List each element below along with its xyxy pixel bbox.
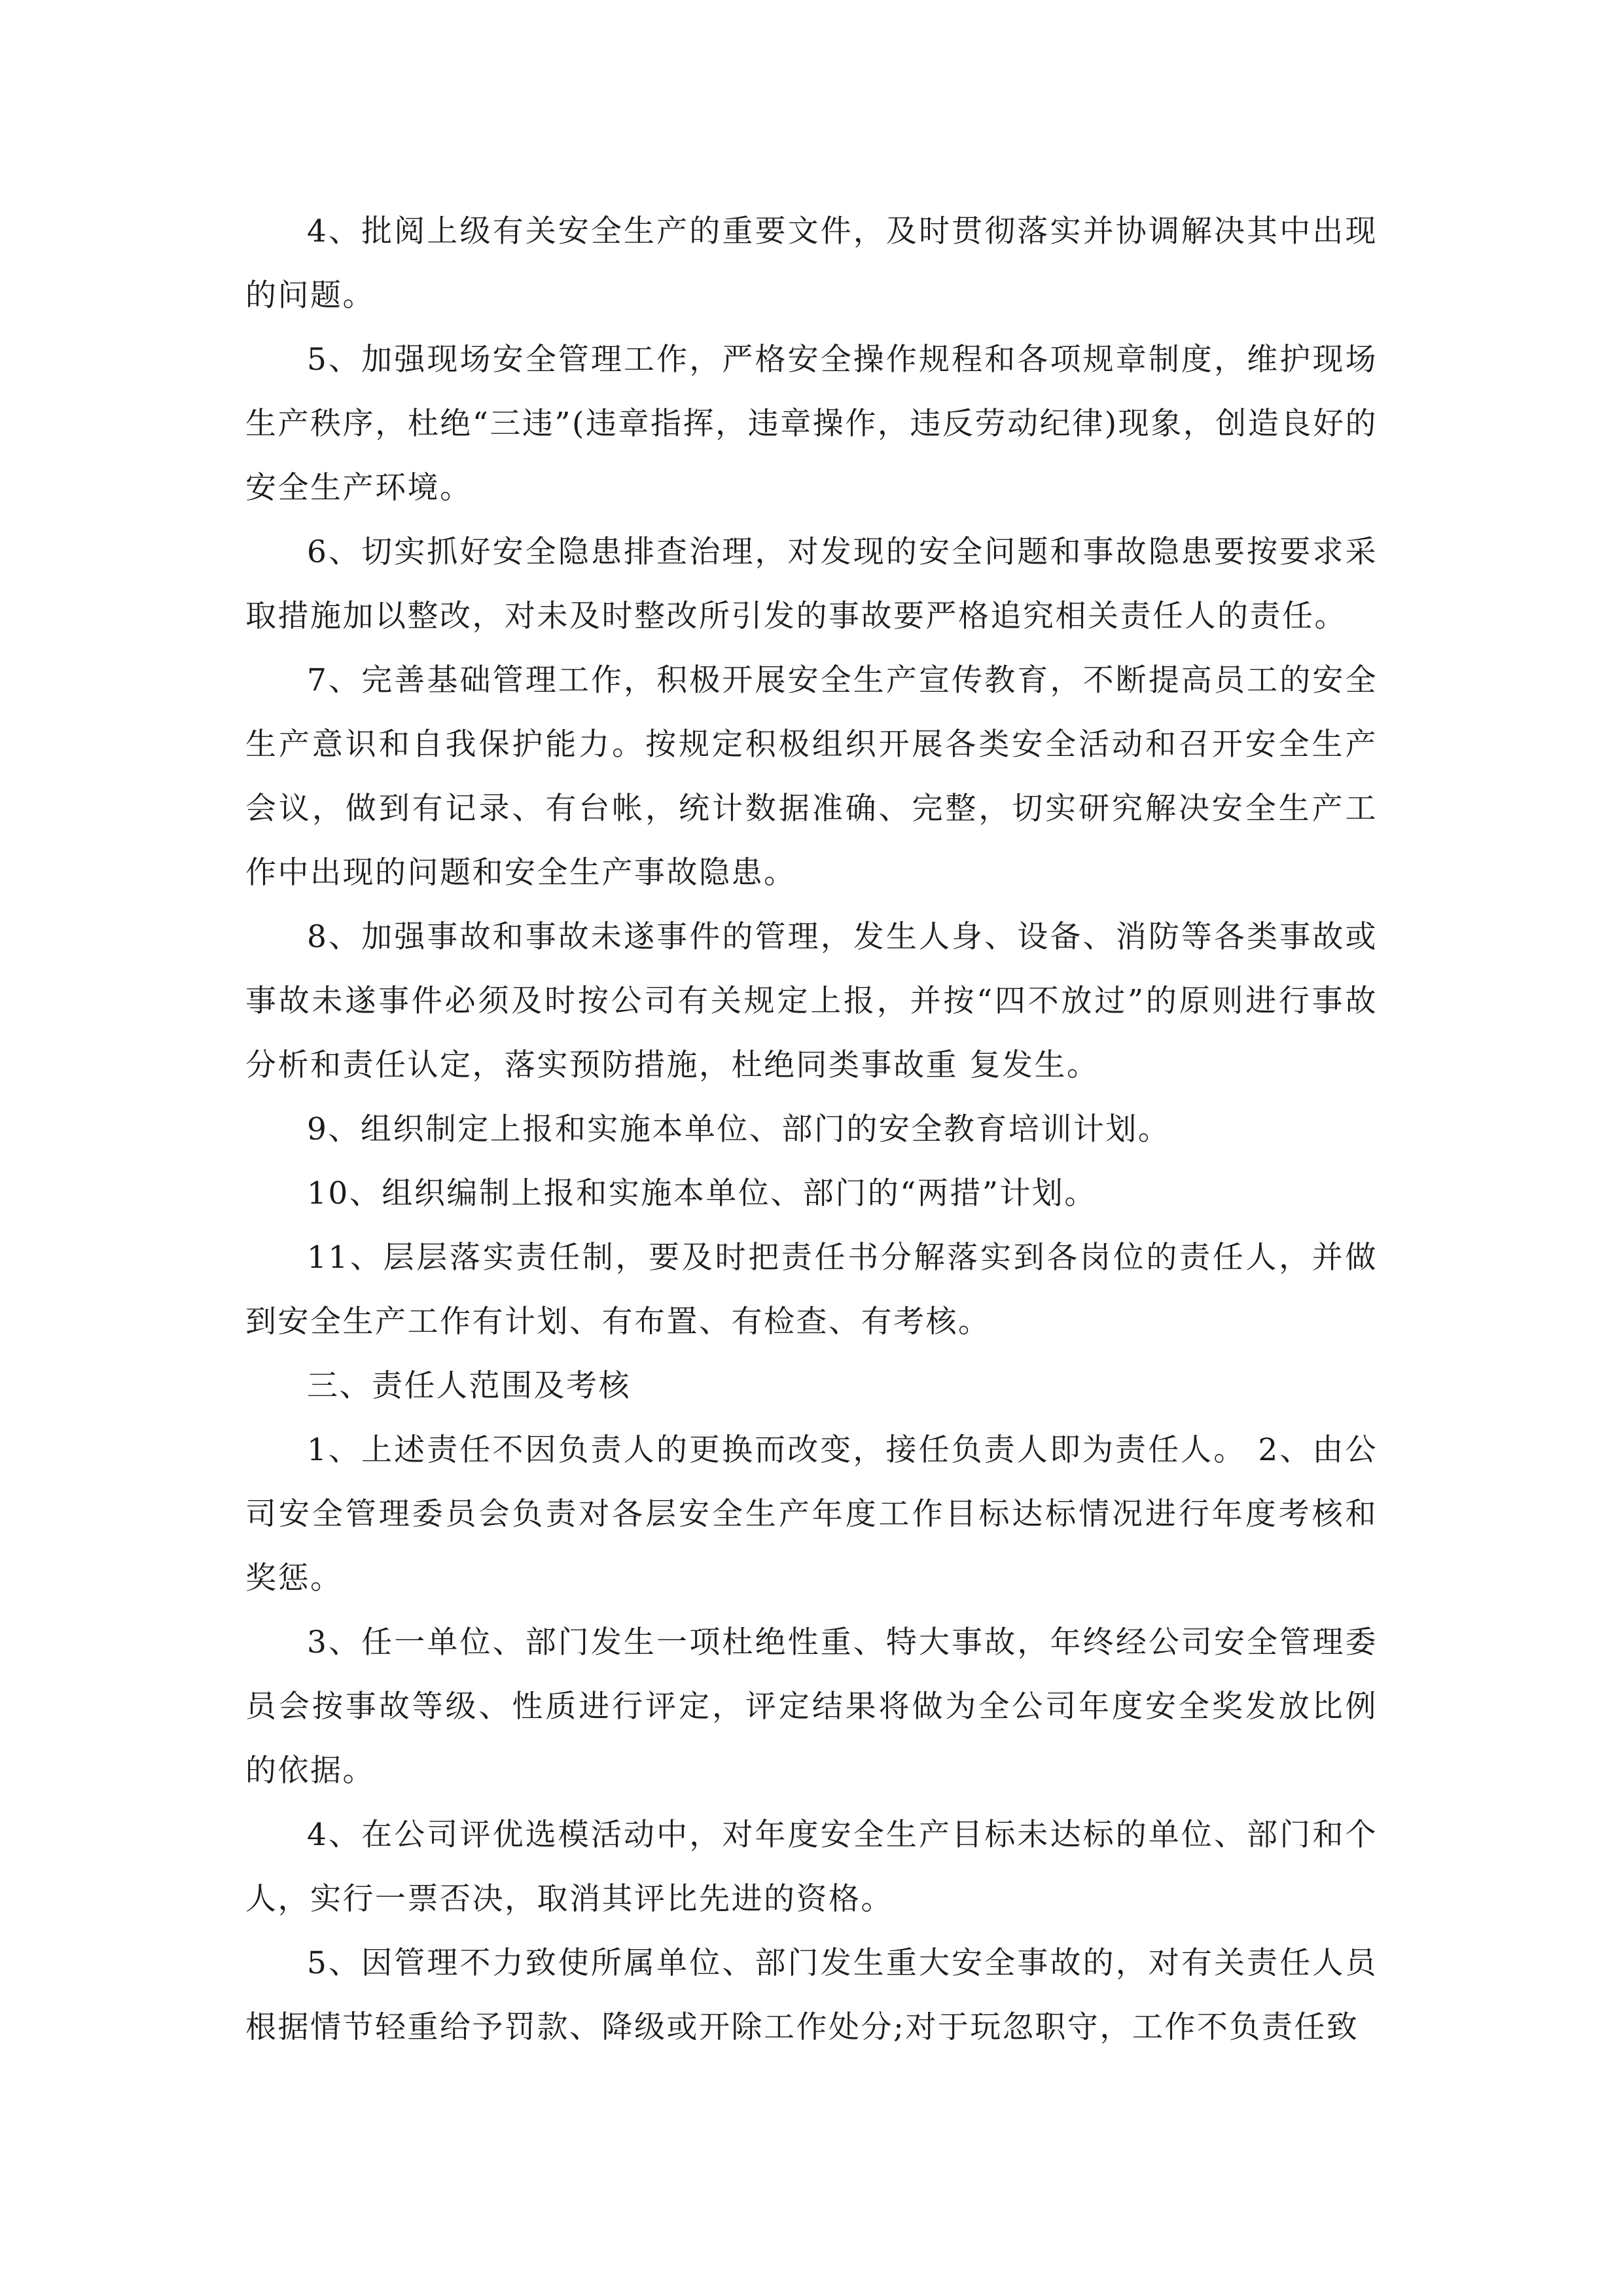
paragraph-item-11-responsibility-system: 11、层层落实责任制，要及时把责任书分解落实到各岗位的责任人，并做到安全生产工作有计划、有布置、有检查、有考核。 — [245, 1240, 1378, 1340]
paragraph-assessment-3: 3、任一单位、部门发生一项杜绝性重、特大事故，年终经公司安全管理委员会按事故等级、性质进行评定，评定结果将做为全公司年度安全奖发放比例的依据。 — [245, 1624, 1378, 1789]
paragraph-item-8-accident-management: 8、加强事故和事故未遂事件的管理，发生人身、设备、消防等各类事故或事故未遂事件必须及时按公司有关规定上报，并按“四不放过”的原则进行事故分析和责任认定，落实预防措施，杜绝同类事故重 复发生。 — [245, 919, 1378, 1083]
paragraph-assessment-1-2: 1、上述责任不因负责人的更换而改变，接任负责人即为责任人。 2、由公司安全管理委员会负责对各层安全生产年度工作目标达标情况进行年度考核和奖惩。 — [245, 1432, 1378, 1596]
document-body — [245, 200, 1378, 2060]
paragraph-item-9-training-plan: 9、组织制定上报和实施本单位、部门的安全教育培训计划。 — [307, 1111, 1171, 1147]
paragraph-item-7-basic-management: 7、完善基础管理工作，积极开展安全生产宣传教育，不断提高员工的安全生产意识和自我保护能力。按规定积极组织开展各类安全活动和召开安全生产会议，做到有记录、有台帐，统计数据准确、完整，切实研究解决安全生产工作中出现的问题和安全生产事故隐患。 — [245, 662, 1378, 891]
paragraph-assessment-5: 5、因管理不力致使所属单位、部门发生重大安全事故的，对有关责任人员根据情节轻重给予罚款、降级或开除工作处分;对于玩忽职守，工作不负责任致 — [245, 1945, 1378, 2045]
section-heading-scope-and-assessment: 三、责任人范围及考核 — [307, 1368, 631, 1404]
paragraph-item-10-two-measures-plan: 10、组织编制上报和实施本单位、部门的“两措”计划。 — [307, 1175, 1097, 1211]
paragraph-item-5-site-management: 5、加强现场安全管理工作，严格安全操作规程和各项规章制度，维护现场生产秩序，杜绝“三违”(违章指挥，违章操作，违反劳动纪律)现象，创造良好的安全生产环境。 — [245, 342, 1378, 506]
paragraph-item-6-hazard-remediation: 6、切实抓好安全隐患排查治理，对发现的安全问题和事故隐患要按要求采取措施加以整改，对未及时整改所引发的事故要严格追究相关责任人的责任。 — [245, 534, 1378, 634]
paragraph-assessment-4: 4、在公司评优选模活动中，对年度安全生产目标未达标的单位、部门和个人，实行一票否决，取消其评比先进的资格。 — [245, 1817, 1378, 1917]
paragraph-item-4-review-documents: 4、批阅上级有关安全生产的重要文件，及时贯彻落实并协调解决其中出现的问题。 — [245, 213, 1378, 314]
